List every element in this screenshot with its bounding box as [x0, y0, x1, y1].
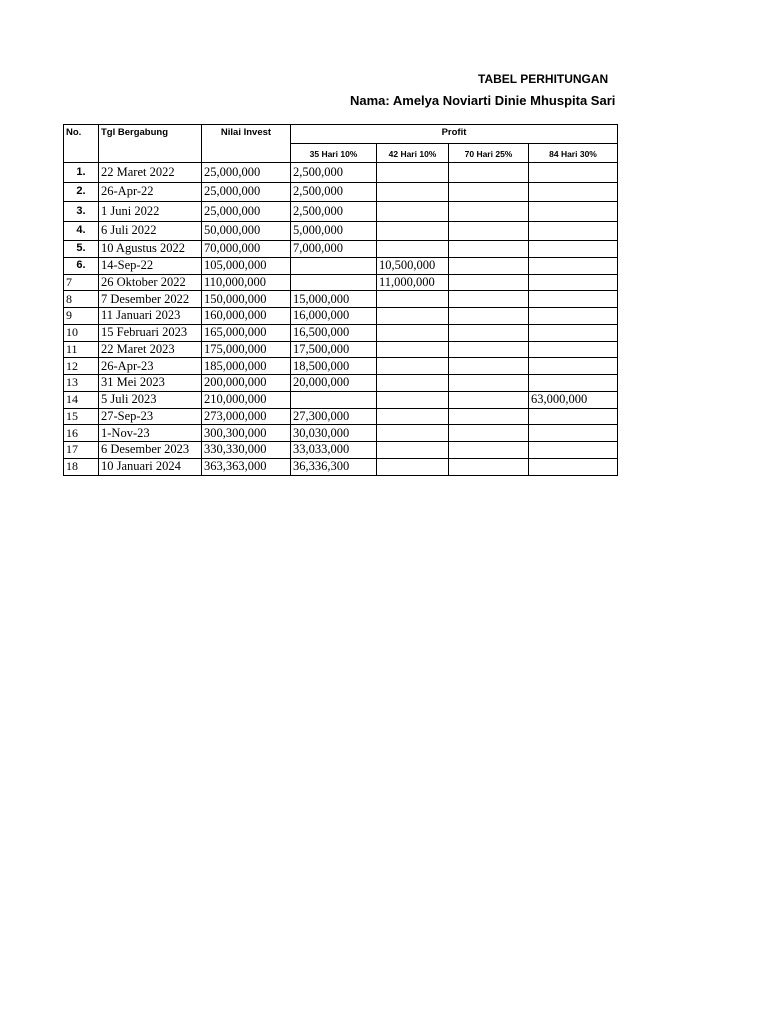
page-subtitle: Nama: Amelya Noviarti Dinie Mhuspita Sari: [350, 93, 616, 108]
cell-profit-35: 7,000,000: [291, 241, 377, 258]
cell-tgl-bergabung: 10 Januari 2024: [99, 458, 202, 475]
cell-tgl-bergabung: 1 Juni 2022: [99, 202, 202, 222]
cell-profit-70: [449, 308, 529, 325]
cell-profit-84: [529, 375, 618, 392]
cell-profit-35: 16,500,000: [291, 324, 377, 341]
header-no: No.: [64, 125, 99, 163]
cell-nilai-invest: 330,330,000: [202, 442, 291, 459]
cell-profit-42: [377, 308, 449, 325]
cell-tgl-bergabung: 22 Maret 2022: [99, 163, 202, 183]
cell-no: 13: [64, 375, 99, 392]
cell-profit-42: 10,500,000: [377, 257, 449, 274]
cell-profit-70: [449, 291, 529, 308]
cell-profit-84: [529, 458, 618, 475]
cell-profit-35: [291, 257, 377, 274]
cell-profit-42: [377, 241, 449, 258]
cell-no: 14: [64, 391, 99, 408]
cell-no: 1.: [64, 163, 99, 183]
cell-profit-70: [449, 341, 529, 358]
cell-profit-84: [529, 221, 618, 241]
cell-profit-70: [449, 257, 529, 274]
cell-tgl-bergabung: 7 Desember 2022: [99, 291, 202, 308]
page-title: TABEL PERHITUNGAN: [478, 72, 609, 86]
cell-profit-42: [377, 358, 449, 375]
table-row: [64, 308, 618, 325]
header-tgl-bergabung: Tgl Bergabung: [99, 125, 202, 163]
cell-tgl-bergabung: 11 Januari 2023: [99, 308, 202, 325]
cell-profit-70: [449, 375, 529, 392]
cell-profit-42: [377, 163, 449, 183]
table-row: [64, 341, 618, 358]
cell-profit-70: [449, 458, 529, 475]
table-row: [64, 391, 618, 408]
cell-no: 16: [64, 425, 99, 442]
cell-nilai-invest: 300,300,000: [202, 425, 291, 442]
cell-tgl-bergabung: 5 Juli 2023: [99, 391, 202, 408]
cell-profit-35: 36,336,300: [291, 458, 377, 475]
cell-no: 18: [64, 458, 99, 475]
cell-profit-42: [377, 458, 449, 475]
cell-profit-84: [529, 202, 618, 222]
header-42-hari: 42 Hari 10%: [377, 144, 449, 163]
cell-profit-70: [449, 391, 529, 408]
cell-profit-42: [377, 202, 449, 222]
cell-profit-42: [377, 442, 449, 459]
table-row: [64, 274, 618, 291]
cell-profit-42: [377, 291, 449, 308]
cell-no: 10: [64, 324, 99, 341]
cell-profit-70: [449, 358, 529, 375]
cell-profit-70: [449, 241, 529, 258]
cell-nilai-invest: 165,000,000: [202, 324, 291, 341]
cell-profit-35: [291, 391, 377, 408]
cell-profit-42: 11,000,000: [377, 274, 449, 291]
cell-profit-84: [529, 324, 618, 341]
cell-profit-84: [529, 291, 618, 308]
cell-profit-84: [529, 182, 618, 202]
header-nilai-invest: Nilai Invest: [202, 125, 291, 163]
cell-profit-35: 2,500,000: [291, 202, 377, 222]
cell-profit-35: 18,500,000: [291, 358, 377, 375]
cell-profit-42: [377, 425, 449, 442]
cell-tgl-bergabung: 6 Desember 2023: [99, 442, 202, 459]
cell-tgl-bergabung: 26-Apr-22: [99, 182, 202, 202]
cell-nilai-invest: 160,000,000: [202, 308, 291, 325]
cell-profit-35: 20,000,000: [291, 375, 377, 392]
cell-tgl-bergabung: 26 Oktober 2022: [99, 274, 202, 291]
cell-profit-84: [529, 425, 618, 442]
cell-tgl-bergabung: 22 Maret 2023: [99, 341, 202, 358]
cell-nilai-invest: 70,000,000: [202, 241, 291, 258]
cell-tgl-bergabung: 26-Apr-23: [99, 358, 202, 375]
cell-profit-70: [449, 425, 529, 442]
cell-profit-42: [377, 341, 449, 358]
cell-profit-84: [529, 308, 618, 325]
table-row: [64, 358, 618, 375]
cell-no: 7: [64, 274, 99, 291]
cell-tgl-bergabung: 14-Sep-22: [99, 257, 202, 274]
cell-profit-35: 2,500,000: [291, 163, 377, 183]
cell-profit-42: [377, 221, 449, 241]
cell-no: 9: [64, 308, 99, 325]
cell-profit-42: [377, 375, 449, 392]
cell-profit-70: [449, 163, 529, 183]
cell-profit-84: [529, 358, 618, 375]
cell-profit-84: [529, 274, 618, 291]
table-row: [64, 221, 618, 241]
cell-profit-35: 15,000,000: [291, 291, 377, 308]
cell-no: 17: [64, 442, 99, 459]
cell-profit-70: [449, 274, 529, 291]
cell-nilai-invest: 105,000,000: [202, 257, 291, 274]
cell-no: 15: [64, 408, 99, 425]
cell-profit-70: [449, 442, 529, 459]
cell-profit-84: [529, 257, 618, 274]
cell-nilai-invest: 185,000,000: [202, 358, 291, 375]
cell-no: 5.: [64, 241, 99, 258]
header-70-hari: 70 Hari 25%: [449, 144, 529, 163]
table-row: [64, 442, 618, 459]
cell-no: 11: [64, 341, 99, 358]
cell-nilai-invest: 175,000,000: [202, 341, 291, 358]
cell-profit-70: [449, 202, 529, 222]
cell-no: 4.: [64, 221, 99, 241]
cell-profit-42: [377, 324, 449, 341]
table-row: [64, 375, 618, 392]
table-row: [64, 241, 618, 258]
cell-tgl-bergabung: 6 Juli 2022: [99, 221, 202, 241]
cell-nilai-invest: 363,363,000: [202, 458, 291, 475]
cell-no: 6.: [64, 257, 99, 274]
cell-profit-35: 33,033,000: [291, 442, 377, 459]
table-row: [64, 163, 618, 183]
cell-nilai-invest: 110,000,000: [202, 274, 291, 291]
cell-profit-84: [529, 408, 618, 425]
cell-profit-35: 16,000,000: [291, 308, 377, 325]
header-84-hari: 84 Hari 30%: [529, 144, 618, 163]
cell-profit-35: 2,500,000: [291, 182, 377, 202]
cell-profit-35: 30,030,000: [291, 425, 377, 442]
cell-profit-84: [529, 241, 618, 258]
cell-no: 8: [64, 291, 99, 308]
cell-nilai-invest: 273,000,000: [202, 408, 291, 425]
cell-profit-84: [529, 341, 618, 358]
cell-nilai-invest: 150,000,000: [202, 291, 291, 308]
cell-tgl-bergabung: 15 Februari 2023: [99, 324, 202, 341]
cell-tgl-bergabung: 31 Mei 2023: [99, 375, 202, 392]
cell-profit-35: 27,300,000: [291, 408, 377, 425]
cell-no: 12: [64, 358, 99, 375]
table-body: [64, 163, 618, 476]
cell-no: 2.: [64, 182, 99, 202]
cell-profit-42: [377, 182, 449, 202]
table-row: [64, 202, 618, 222]
cell-tgl-bergabung: 10 Agustus 2022: [99, 241, 202, 258]
table-row: [64, 182, 618, 202]
cell-profit-35: 5,000,000: [291, 221, 377, 241]
cell-nilai-invest: 210,000,000: [202, 391, 291, 408]
investment-table: [63, 124, 618, 476]
cell-profit-84: [529, 163, 618, 183]
cell-tgl-bergabung: 1-Nov-23: [99, 425, 202, 442]
table-row: [64, 257, 618, 274]
cell-profit-70: [449, 221, 529, 241]
cell-no: 3.: [64, 202, 99, 222]
cell-nilai-invest: 25,000,000: [202, 163, 291, 183]
table-row: [64, 324, 618, 341]
table-row: [64, 425, 618, 442]
cell-nilai-invest: 25,000,000: [202, 182, 291, 202]
table-row: [64, 291, 618, 308]
table-row: [64, 458, 618, 475]
cell-nilai-invest: 50,000,000: [202, 221, 291, 241]
header-35-hari: 35 Hari 10%: [291, 144, 377, 163]
cell-profit-70: [449, 182, 529, 202]
cell-profit-70: [449, 408, 529, 425]
cell-nilai-invest: 200,000,000: [202, 375, 291, 392]
cell-profit-35: [291, 274, 377, 291]
cell-profit-42: [377, 391, 449, 408]
header-profit: Profit: [291, 125, 618, 144]
cell-nilai-invest: 25,000,000: [202, 202, 291, 222]
cell-profit-84: [529, 442, 618, 459]
cell-profit-35: 17,500,000: [291, 341, 377, 358]
cell-profit-42: [377, 408, 449, 425]
cell-tgl-bergabung: 27-Sep-23: [99, 408, 202, 425]
cell-profit-70: [449, 324, 529, 341]
cell-profit-84: 63,000,000: [529, 391, 618, 408]
table-row: [64, 408, 618, 425]
